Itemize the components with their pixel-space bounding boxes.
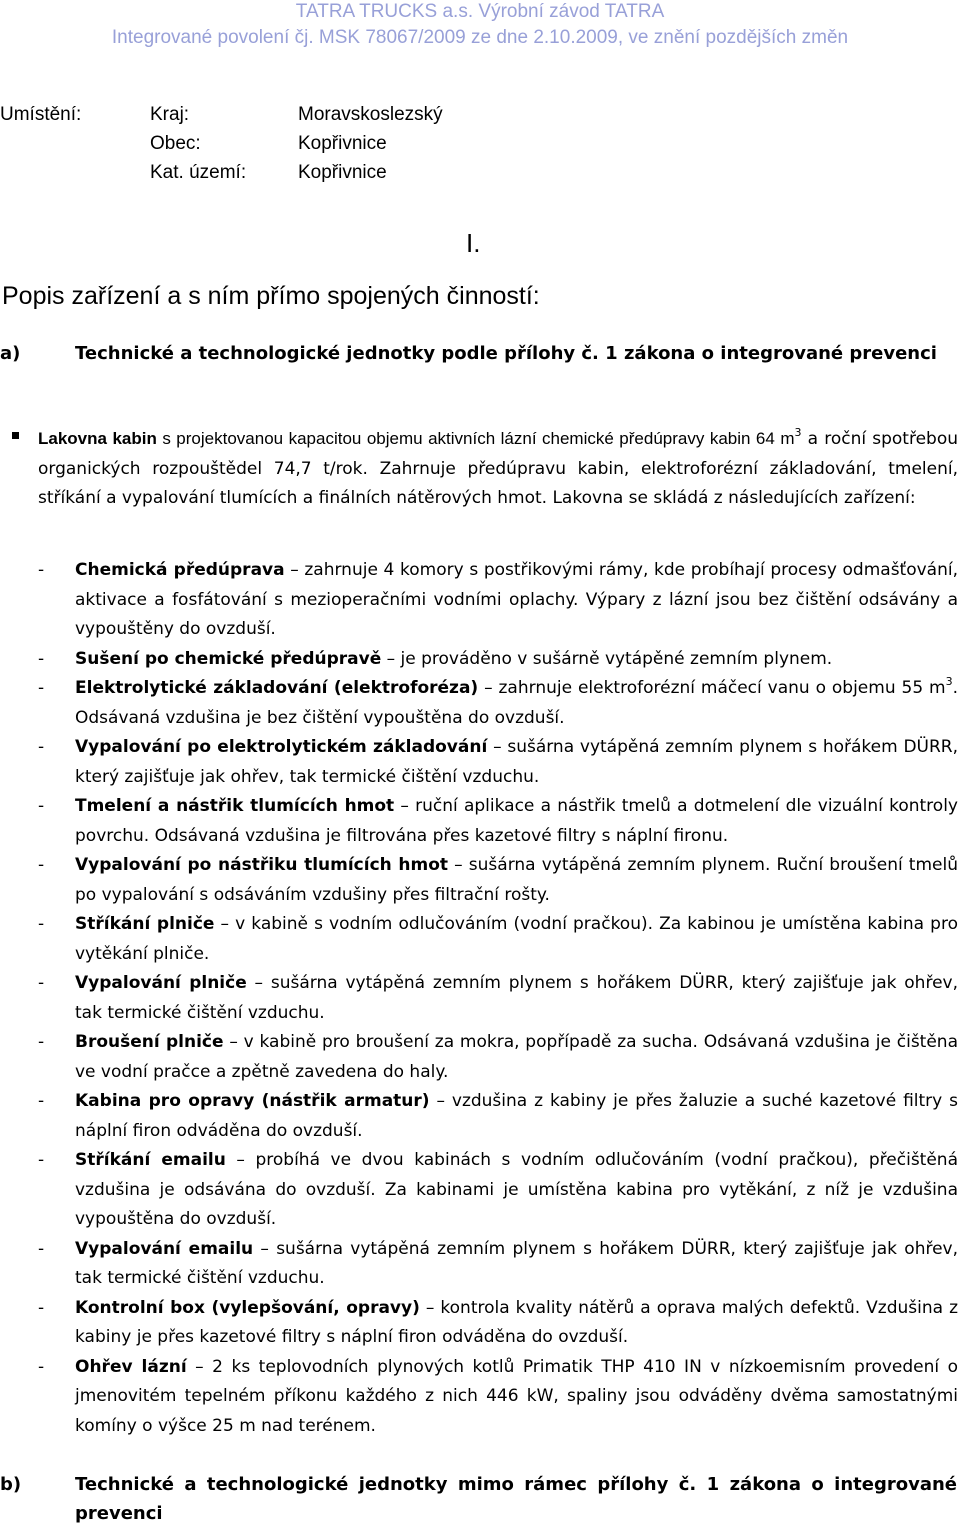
item-title: Vypalování po elektrolytickém základování <box>75 737 488 757</box>
item-title: Vypalování emailu <box>75 1238 254 1259</box>
dash-icon: - <box>38 796 45 816</box>
kraj-label: Kraj: <box>150 104 190 125</box>
intro-text: s projektovanou kapacitou objemu aktivních lázní chemické předúpravy kabin 64 m <box>156 429 795 448</box>
location-heading: Umístění: <box>0 104 82 125</box>
item-text: – 2 ks teplovodních plynových kotlů Primatik THP 410 IN v nízkoemisním provedení o jmenovitém tepelném příkonu každého z nich 446 kW, spaliny jsou odváděny dvěma samostatnými komíny o výšce 25 m nad terénem. <box>75 1356 959 1436</box>
list-item <box>38 674 958 733</box>
item-text: – vzdušina z kabiny je přes žaluzie a suché kazetové filtry s náplní firon odváděna do ovzduší. <box>75 1091 958 1141</box>
intro-sup: 3 <box>794 426 802 440</box>
item-title: Stříkání emailu <box>75 1150 226 1170</box>
dash-icon: - <box>38 1091 45 1111</box>
dash-icon: - <box>38 855 45 875</box>
item-title: Sušení po chemické předúpravě <box>75 648 382 669</box>
kraj-value: Moravskoslezský <box>298 104 443 125</box>
list-item <box>38 969 958 1028</box>
header-company: TATRA TRUCKS a.s. Výrobní závod TATRA <box>295 1 665 22</box>
item-text: – kontrola kvality nátěrů a oprava malých defektů. Vzdušina z kabiny je přes kazetové filtry s náplní firon odváděna do ovzduší. <box>75 1297 958 1347</box>
item-text: – probíhá ve dvou kabinách s vodním odlučováním (vodní pračkou), přečištěná vzdušina je odsávána do ovzduší. Za kabinami je umístěna kabina pro vytěkání, z níž je vzdušina vypouštěna do ovzduší. <box>75 1150 958 1229</box>
item-title: Elektrolytické základování (elektroforéza) <box>75 678 479 698</box>
subsection-a <box>0 339 960 399</box>
intro-bold: Lakovna kabin <box>38 429 157 448</box>
list-item <box>38 851 958 910</box>
item-text: – sušárna vytápěná zemním plynem s hořákem DÜRR, který zajišťuje jak ohřev, tak termické čištění vzduchu. <box>75 737 959 787</box>
item-title: Kontrolní box (vylepšování, opravy) <box>75 1297 420 1318</box>
item-title: Vypalování po nástřiku tlumících hmot <box>75 855 449 875</box>
kat-value: Kopřivnice <box>298 162 387 183</box>
list-item <box>38 556 958 645</box>
dash-icon: - <box>38 1356 45 1377</box>
item-title: Broušení plniče <box>75 1032 224 1052</box>
dash-icon: - <box>38 1032 45 1052</box>
equipment-list <box>38 556 958 1441</box>
list-item <box>38 1087 958 1146</box>
dash-icon: - <box>38 973 45 993</box>
list-item <box>38 733 958 792</box>
list-item <box>38 1353 958 1442</box>
obec-value: Kopřivnice <box>298 133 387 154</box>
item-text-rest: . Odsávaná vzdušina je bez čištění vypouštěna do ovzduší. <box>75 678 958 728</box>
item-title: Vypalování plniče <box>75 973 247 993</box>
dash-icon: - <box>38 678 45 698</box>
list-item <box>38 1294 958 1353</box>
item-text: – zahrnuje elektroforézní máčecí vanu o objemu 55 m <box>478 678 946 698</box>
item-text: – ruční aplikace a nástřik tmelů a dotmelení dle vizuální kontroly povrchu. Odsávaná vzdušina je filtrována přes kazetové filtry s náplní fironu. <box>75 796 958 846</box>
bullet-square-icon <box>12 432 19 439</box>
item-text: – je prováděno v sušárně vytápěné zemním plynem. <box>381 648 833 669</box>
obec-label: Obec: <box>150 133 201 154</box>
dash-icon: - <box>38 1297 45 1318</box>
item-title: Kabina pro opravy (nástřik armatur) <box>75 1091 430 1111</box>
item-title: Ohřev lázní <box>75 1356 187 1377</box>
item-text: – sušárna vytápěná zemním plynem. Ruční broušení tmelů po vypalování s odsáváním vzdušiny přes filtrační rošty. <box>75 855 958 905</box>
dash-icon: - <box>38 1238 45 1259</box>
dash-icon: - <box>38 737 45 757</box>
intro-text-rest: a roční spotřebou organických rozpouštědel 74,7 t/rok. Zahrnuje předúpravu kabin, elektroforézní základování, tmelení, stříkání a vypalování tlumících a finálních nátěrových hmot. Lakovna se skládá z následujících zařízení: <box>38 429 958 509</box>
subsection-a-title: Technické a technologické jednotky podle přílohy č. 1 zákona o integrované prevenci <box>75 343 937 364</box>
item-text: – v kabině pro broušení za mokra, popřípadě za sucha. Odsávaná vzdušina je čištěna ve vodní pračce a zpětně zavedena do haly. <box>75 1032 958 1082</box>
list-item <box>38 1028 958 1087</box>
section-number: I. <box>466 228 481 258</box>
dash-icon: - <box>38 914 45 934</box>
header-permit: Integrované povolení čj. MSK 78067/2009 ze dne 2.10.2009, ve znění pozdějších změn <box>111 27 849 48</box>
list-item <box>38 1146 958 1235</box>
list-item <box>38 910 958 969</box>
item-title: Chemická předúprava <box>75 560 285 580</box>
subsection-b-label: b) <box>0 1474 22 1495</box>
dash-icon: - <box>38 1150 45 1170</box>
item-title: Stříkání plniče <box>75 914 215 934</box>
subsection-b <box>0 1470 960 1528</box>
kat-label: Kat. území: <box>150 162 247 183</box>
item-text: – sušárna vytápěná zemním plynem s hořákem DÜRR, který zajišťuje jak ohřev, tak termické čištění vzduchu. <box>75 1238 959 1288</box>
item-title: Tmelení a nástřik tlumících hmot <box>75 796 395 816</box>
dash-icon: - <box>38 648 45 669</box>
list-item <box>38 792 958 851</box>
section-title: Popis zařízení a s ním přímo spojených činností: <box>2 282 540 310</box>
item-text: – zahrnuje 4 komory s postřikovými rámy, kde probíhají procesy odmašťování, aktivace a fosfátování s mezioperačními vodními oplachy. Výpary z lázní jsou bez čištění odsávány a vypouštěny do ovzduší. <box>75 560 958 639</box>
item-text: – sušárna vytápěná zemním plynem s hořákem DÜRR, který zajišťuje jak ohřev, tak termické čištění vzduchu. <box>75 973 958 1023</box>
intro-paragraph <box>38 424 958 514</box>
list-item <box>38 645 958 675</box>
item-text: – v kabině s vodním odlučováním (vodní pračkou). Za kabinou je umístěna kabina pro vytěkání plniče. <box>75 914 958 964</box>
subsection-a-label: a) <box>0 343 21 364</box>
list-item <box>38 1235 958 1294</box>
dash-icon: - <box>38 560 45 580</box>
subsection-b-title: Technické a technologické jednotky mimo rámec přílohy č. 1 zákona o integrované prevenci <box>75 1474 957 1524</box>
item-sup: 3 <box>945 675 953 689</box>
